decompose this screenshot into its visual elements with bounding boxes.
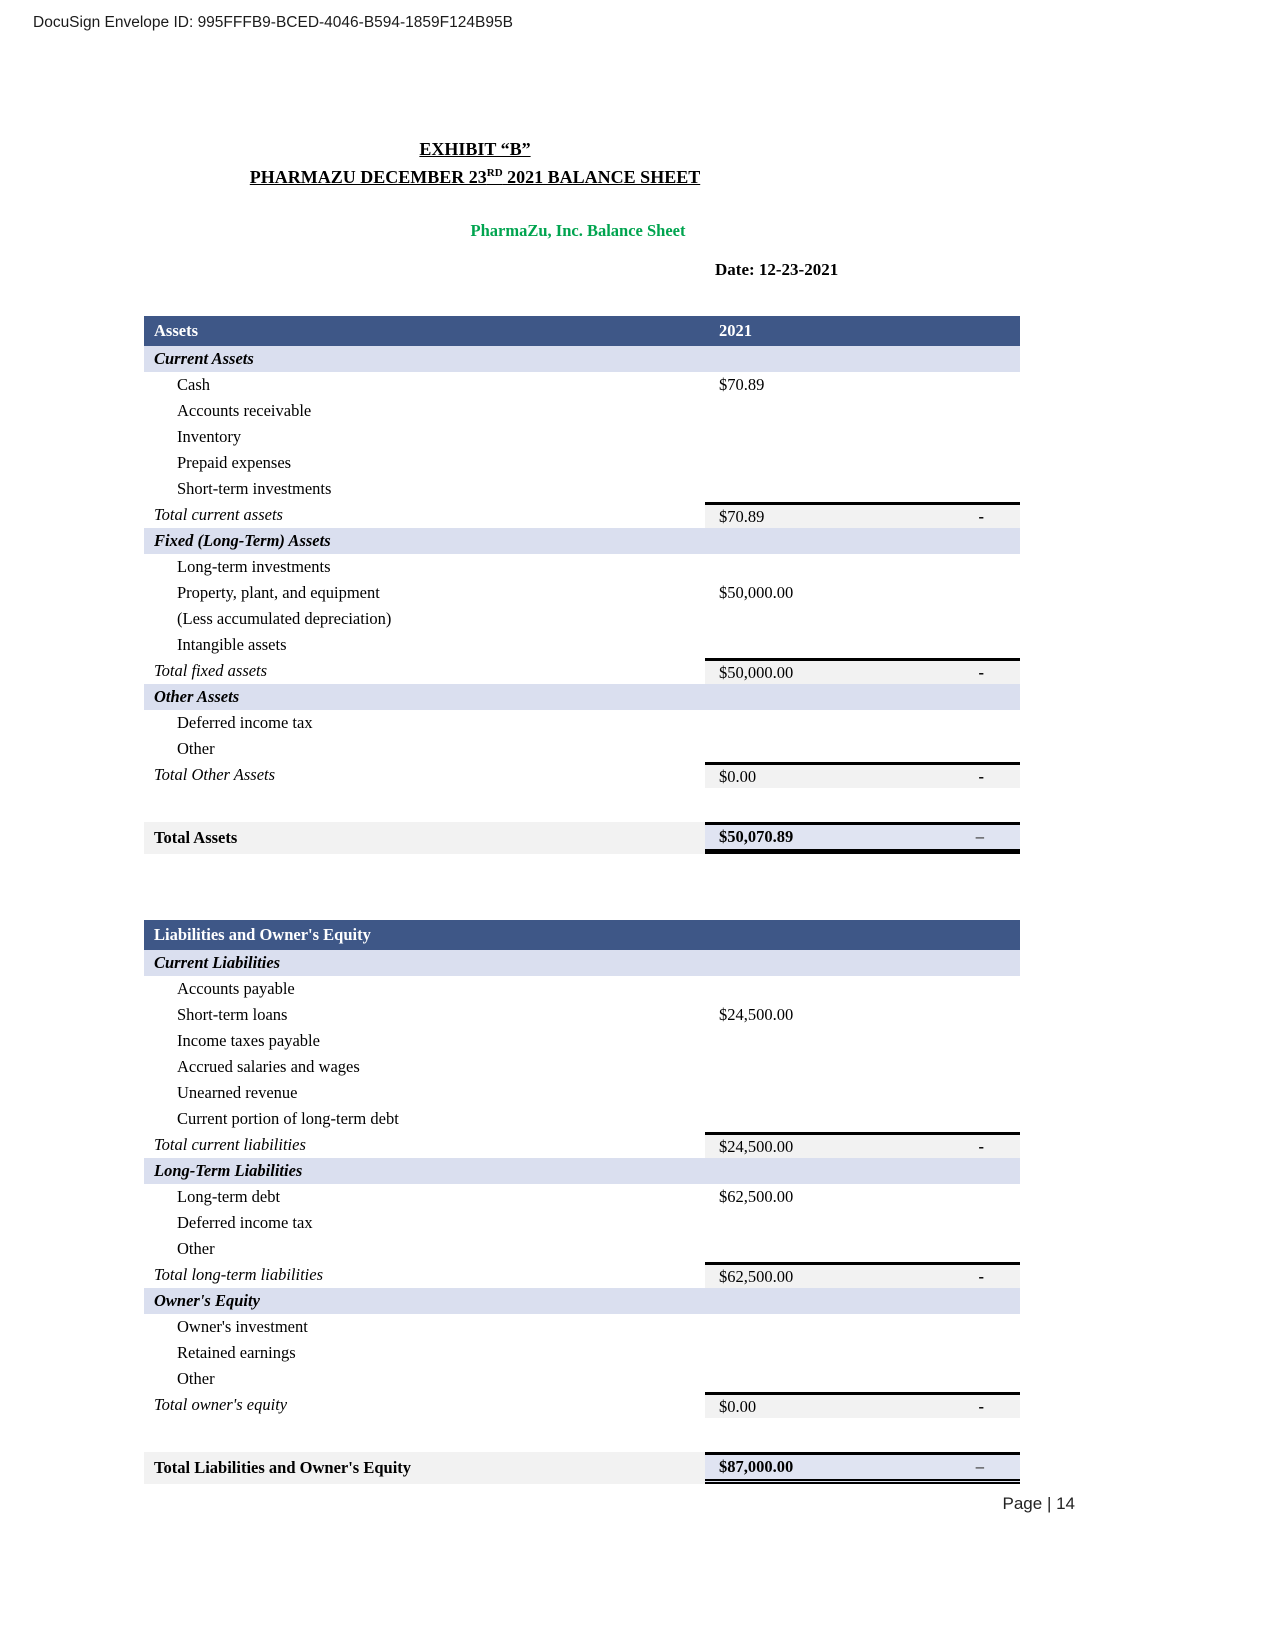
row-value [705, 1236, 1020, 1262]
row-value [705, 822, 1020, 854]
row-value [705, 502, 1020, 528]
row-label: Prepaid expenses [177, 453, 292, 472]
row-label: Total owner's equity [154, 1395, 288, 1414]
row-label: Unearned revenue [177, 1083, 298, 1102]
table-row [144, 736, 1020, 762]
row-value [705, 1132, 1020, 1158]
row-label: Total current assets [154, 505, 283, 524]
table-row [144, 632, 1020, 658]
exhibit-title [0, 137, 950, 161]
table-row [144, 1132, 1020, 1158]
spacer-row [144, 1418, 1020, 1452]
table-row [144, 502, 1020, 528]
row-dash: – [975, 827, 984, 846]
liabilities-table-header [144, 920, 1020, 950]
row-amount: $50,070.89 [719, 827, 794, 846]
row-value [705, 1184, 1020, 1210]
row-label: Owner's investment [177, 1317, 308, 1336]
table-row [144, 950, 1020, 976]
row-amount: $70.89 [719, 375, 765, 394]
row-label: Fixed (Long-Term) Assets [154, 531, 331, 550]
row-label: Inventory [177, 427, 242, 446]
assets-header-label: Assets [154, 321, 198, 340]
row-value [705, 346, 1020, 372]
table-row [144, 1028, 1020, 1054]
row-label: Long-term debt [177, 1187, 281, 1206]
row-value [705, 372, 1020, 398]
assets-table-header [144, 316, 1020, 346]
row-value [705, 1210, 1020, 1236]
row-label: Accounts payable [177, 979, 295, 998]
assets-header-year: 2021 [719, 321, 752, 340]
row-value [705, 1366, 1020, 1392]
table-row [144, 424, 1020, 450]
row-amount: $24,500.00 [719, 1136, 794, 1156]
table-row [144, 710, 1020, 736]
table-row [144, 1262, 1020, 1288]
row-dash: - [978, 506, 984, 526]
row-value [705, 684, 1020, 710]
row-value [705, 424, 1020, 450]
row-value [705, 736, 1020, 762]
table-row [144, 580, 1020, 606]
row-label: Long-Term Liabilities [154, 1161, 303, 1180]
row-value [705, 950, 1020, 976]
table-row [144, 822, 1020, 854]
table-row [144, 1288, 1020, 1314]
row-value [705, 1054, 1020, 1080]
table-row [144, 1002, 1020, 1028]
row-value [705, 1452, 1020, 1484]
table-row [144, 528, 1020, 554]
table-row [144, 1314, 1020, 1340]
row-dash: - [978, 1396, 984, 1416]
row-value [705, 1106, 1020, 1132]
row-value [705, 450, 1020, 476]
row-value [705, 528, 1020, 554]
row-value [705, 580, 1020, 606]
table-row [144, 476, 1020, 502]
row-amount: $87,000.00 [719, 1457, 794, 1476]
liabilities-table [144, 920, 1020, 1484]
balance-sheet-title [0, 161, 950, 189]
row-label: Intangible assets [177, 635, 287, 654]
row-value [705, 1080, 1020, 1106]
table-row [144, 1392, 1020, 1418]
ordinal-superscript: RD [486, 167, 503, 179]
row-label: Current portion of long-term debt [177, 1109, 399, 1128]
row-value [705, 1002, 1020, 1028]
row-label: Other [177, 739, 215, 758]
row-value [705, 976, 1020, 1002]
row-label: Long-term investments [177, 557, 331, 576]
spacer-row [144, 788, 1020, 822]
row-label: Retained earnings [177, 1343, 296, 1362]
liabilities-table-rows [144, 950, 1020, 1484]
table-row [144, 1236, 1020, 1262]
row-value [705, 632, 1020, 658]
balance-sheet-title-post: 2021 BALANCE SHEET [502, 167, 701, 187]
table-row [144, 346, 1020, 372]
row-label: Other [177, 1239, 215, 1258]
table-row [144, 1366, 1020, 1392]
row-value [705, 398, 1020, 424]
row-label: Total long-term liabilities [154, 1265, 323, 1284]
row-value [705, 1028, 1020, 1054]
table-row [144, 606, 1020, 632]
row-dash: - [978, 766, 984, 786]
table-row [144, 658, 1020, 684]
row-label: Cash [177, 375, 210, 394]
row-value [705, 1158, 1020, 1184]
date-label: Date: 12-23-2021 [715, 260, 839, 279]
exhibit-title-text: EXHIBIT “B” [419, 139, 531, 159]
row-label: Total Other Assets [154, 765, 276, 784]
table-row [144, 1106, 1020, 1132]
page-number: Page | 14 [1002, 1494, 1075, 1513]
table-row [144, 762, 1020, 788]
row-label: Current Assets [154, 349, 254, 368]
row-label: Deferred income tax [177, 713, 313, 732]
row-value [705, 554, 1020, 580]
row-amount: $62,500.00 [719, 1266, 794, 1286]
table-row [144, 684, 1020, 710]
liabilities-header-label: Liabilities and Owner's Equity [154, 925, 371, 944]
row-amount: $24,500.00 [719, 1005, 794, 1024]
row-dash: - [978, 662, 984, 682]
row-label: Deferred income tax [177, 1213, 313, 1232]
row-value [705, 1288, 1020, 1314]
row-amount: $0.00 [719, 766, 757, 786]
table-row [144, 1184, 1020, 1210]
row-amount: $62,500.00 [719, 1187, 794, 1206]
row-dash: - [978, 1266, 984, 1286]
row-label: Total Liabilities and Owner's Equity [144, 1452, 705, 1484]
row-value [705, 658, 1020, 684]
row-label: Short-term loans [177, 1005, 288, 1024]
row-label: Other [177, 1369, 215, 1388]
row-value [705, 1262, 1020, 1288]
docusign-envelope-id: DocuSign Envelope ID: 995FFFB9-BCED-4046-B594-1859F124B95B [33, 14, 513, 31]
row-value [705, 1340, 1020, 1366]
row-value [705, 1314, 1020, 1340]
table-row [144, 1210, 1020, 1236]
balance-sheet-title-pre: PHARMAZU DECEMBER 23 [249, 167, 487, 187]
row-amount: $50,000.00 [719, 583, 794, 602]
table-row [144, 554, 1020, 580]
row-amount: $0.00 [719, 1396, 757, 1416]
row-label: Owner's Equity [154, 1291, 260, 1310]
row-label: Accrued salaries and wages [177, 1057, 360, 1076]
table-row [144, 1158, 1020, 1184]
table-row [144, 372, 1020, 398]
row-value [705, 476, 1020, 502]
row-label: Total current liabilities [154, 1135, 306, 1154]
row-label: (Less accumulated depreciation) [177, 609, 392, 628]
row-value [705, 606, 1020, 632]
row-label: Total Assets [144, 822, 705, 854]
row-amount: $70.89 [719, 506, 765, 526]
document-title [0, 137, 950, 189]
row-value [705, 762, 1020, 788]
table-row [144, 1452, 1020, 1484]
row-label: Short-term investments [177, 479, 332, 498]
row-amount: $50,000.00 [719, 662, 794, 682]
company-subtitle: PharmaZu, Inc. Balance Sheet [470, 221, 686, 240]
row-label: Income taxes payable [177, 1031, 320, 1050]
row-label: Accounts receivable [177, 401, 312, 420]
table-row [144, 1054, 1020, 1080]
assets-table [144, 316, 1020, 854]
row-value [705, 710, 1020, 736]
table-row [144, 398, 1020, 424]
table-row [144, 1080, 1020, 1106]
assets-table-rows [144, 346, 1020, 854]
table-row [144, 1340, 1020, 1366]
row-label: Other Assets [154, 687, 240, 706]
row-dash: - [978, 1136, 984, 1156]
row-label: Property, plant, and equipment [177, 583, 380, 602]
table-row [144, 976, 1020, 1002]
row-label: Current Liabilities [154, 953, 281, 972]
row-dash: – [975, 1457, 984, 1476]
row-label: Total fixed assets [154, 661, 268, 680]
row-value [705, 1392, 1020, 1418]
table-row [144, 450, 1020, 476]
